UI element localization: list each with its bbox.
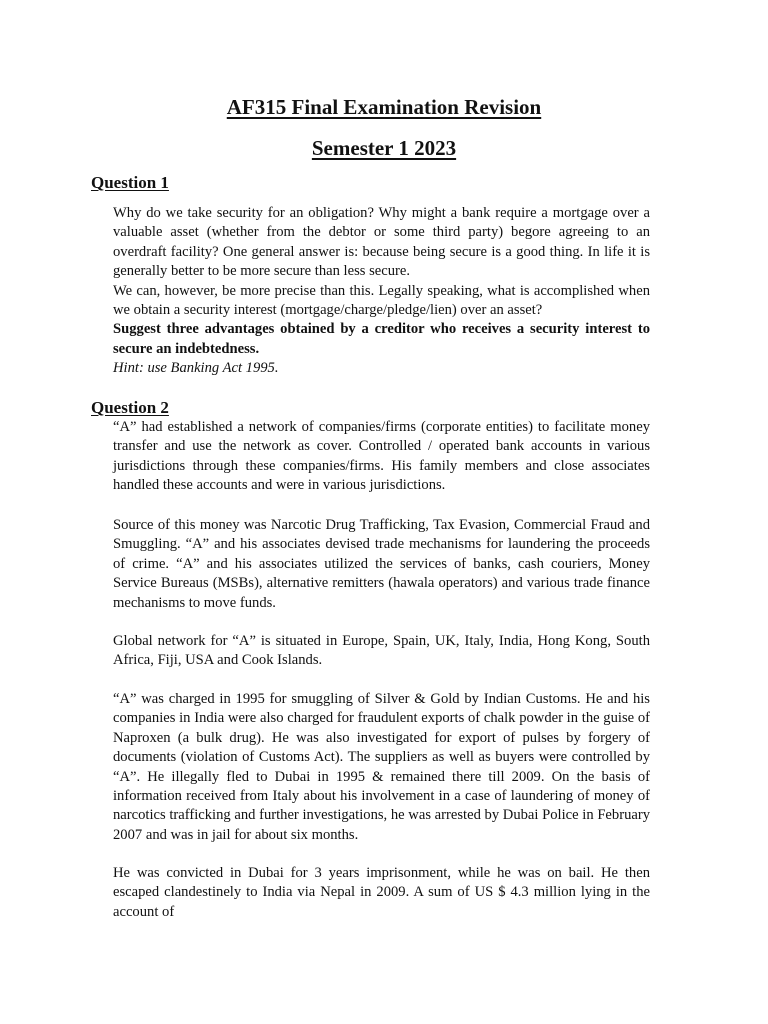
question-1-heading: Question 1	[91, 173, 169, 192]
question-2-paragraph-4: “A” was charged in 1995 for smuggling of Silver & Gold by Indian Customs. He and his companies in India were also charged for fraudulent exports of chalk powder in the guise of Naproxen (a bulk drug). He was also investigated for export of pulses by forgery of documents (violation of Customs Act). The suppliers as well as buyers were controlled by “A”. He illegally fled to Dubai in 1995 & remained there till 2009. On the basis of information received from Italy about his involvement in a case of laundering of money of narcotics trafficking and further investigations, he was arrested by Dubai Police in February 2007 and was in jail for about six months.	[113, 691, 650, 843]
question-2-heading: Question 2	[91, 398, 169, 417]
question-1-body	[113, 204, 650, 379]
question-1-paragraph-1: Why do we take security for an obligation? Why might a bank require a mortgage over a valuable asset (whether from the debtor or some third party) begore agreeing to an overdraft facility? One general answer is: because being secure is a good thing. In life it is generally better to be more secure than less secure.	[113, 205, 650, 280]
question-2-paragraph-2: Source of this money was Narcotic Drug Trafficking, Tax Evasion, Commercial Fraud and Smuggling. “A” and his associates devised trade mechanisms for laundering the proceeds of crime. “A” and his associates utilized the services of banks, cash couriers, Money Service Bureaus (MSBs), alternative remitters (hawala operators) and various trade finance mechanisms to move funds.	[113, 517, 650, 611]
question-1-task: Suggest three advantages obtained by a creditor who receives a security interest to secure an indebtedness.	[113, 321, 650, 357]
document-title: AF315 Final Examination Revision	[226, 95, 542, 119]
question-1-paragraph-2: We can, however, be more precise than this. Legally speaking, what is accomplished when we obtain a security interest (mortgage/charge/pledge/lien) over an asset?	[113, 282, 650, 319]
document-subtitle: Semester 1 2023	[311, 136, 457, 160]
question-2-paragraph-1: “A” had established a network of companies/firms (corporate entities) to facilitate money transfer and use the network as cover. Controlled / operated bank accounts in various jurisdictions through these companies/firms. His family members and close associates handled these accounts and were in various jurisdictions.	[113, 419, 650, 494]
question-1-hint: Hint: use Banking Act 1995.	[113, 360, 279, 377]
question-2-paragraph-3: Global network for “A” is situated in Europe, Spain, UK, Italy, India, Hong Kong, South Africa, Fiji, USA and Cook Islands.	[113, 633, 650, 669]
question-2-paragraph-5: He was convicted in Dubai for 3 years imprisonment, while he was on bail. He then escaped clandestinely to India via Nepal in 2009. A sum of US $ 4.3 million lying in the account of	[113, 865, 650, 920]
